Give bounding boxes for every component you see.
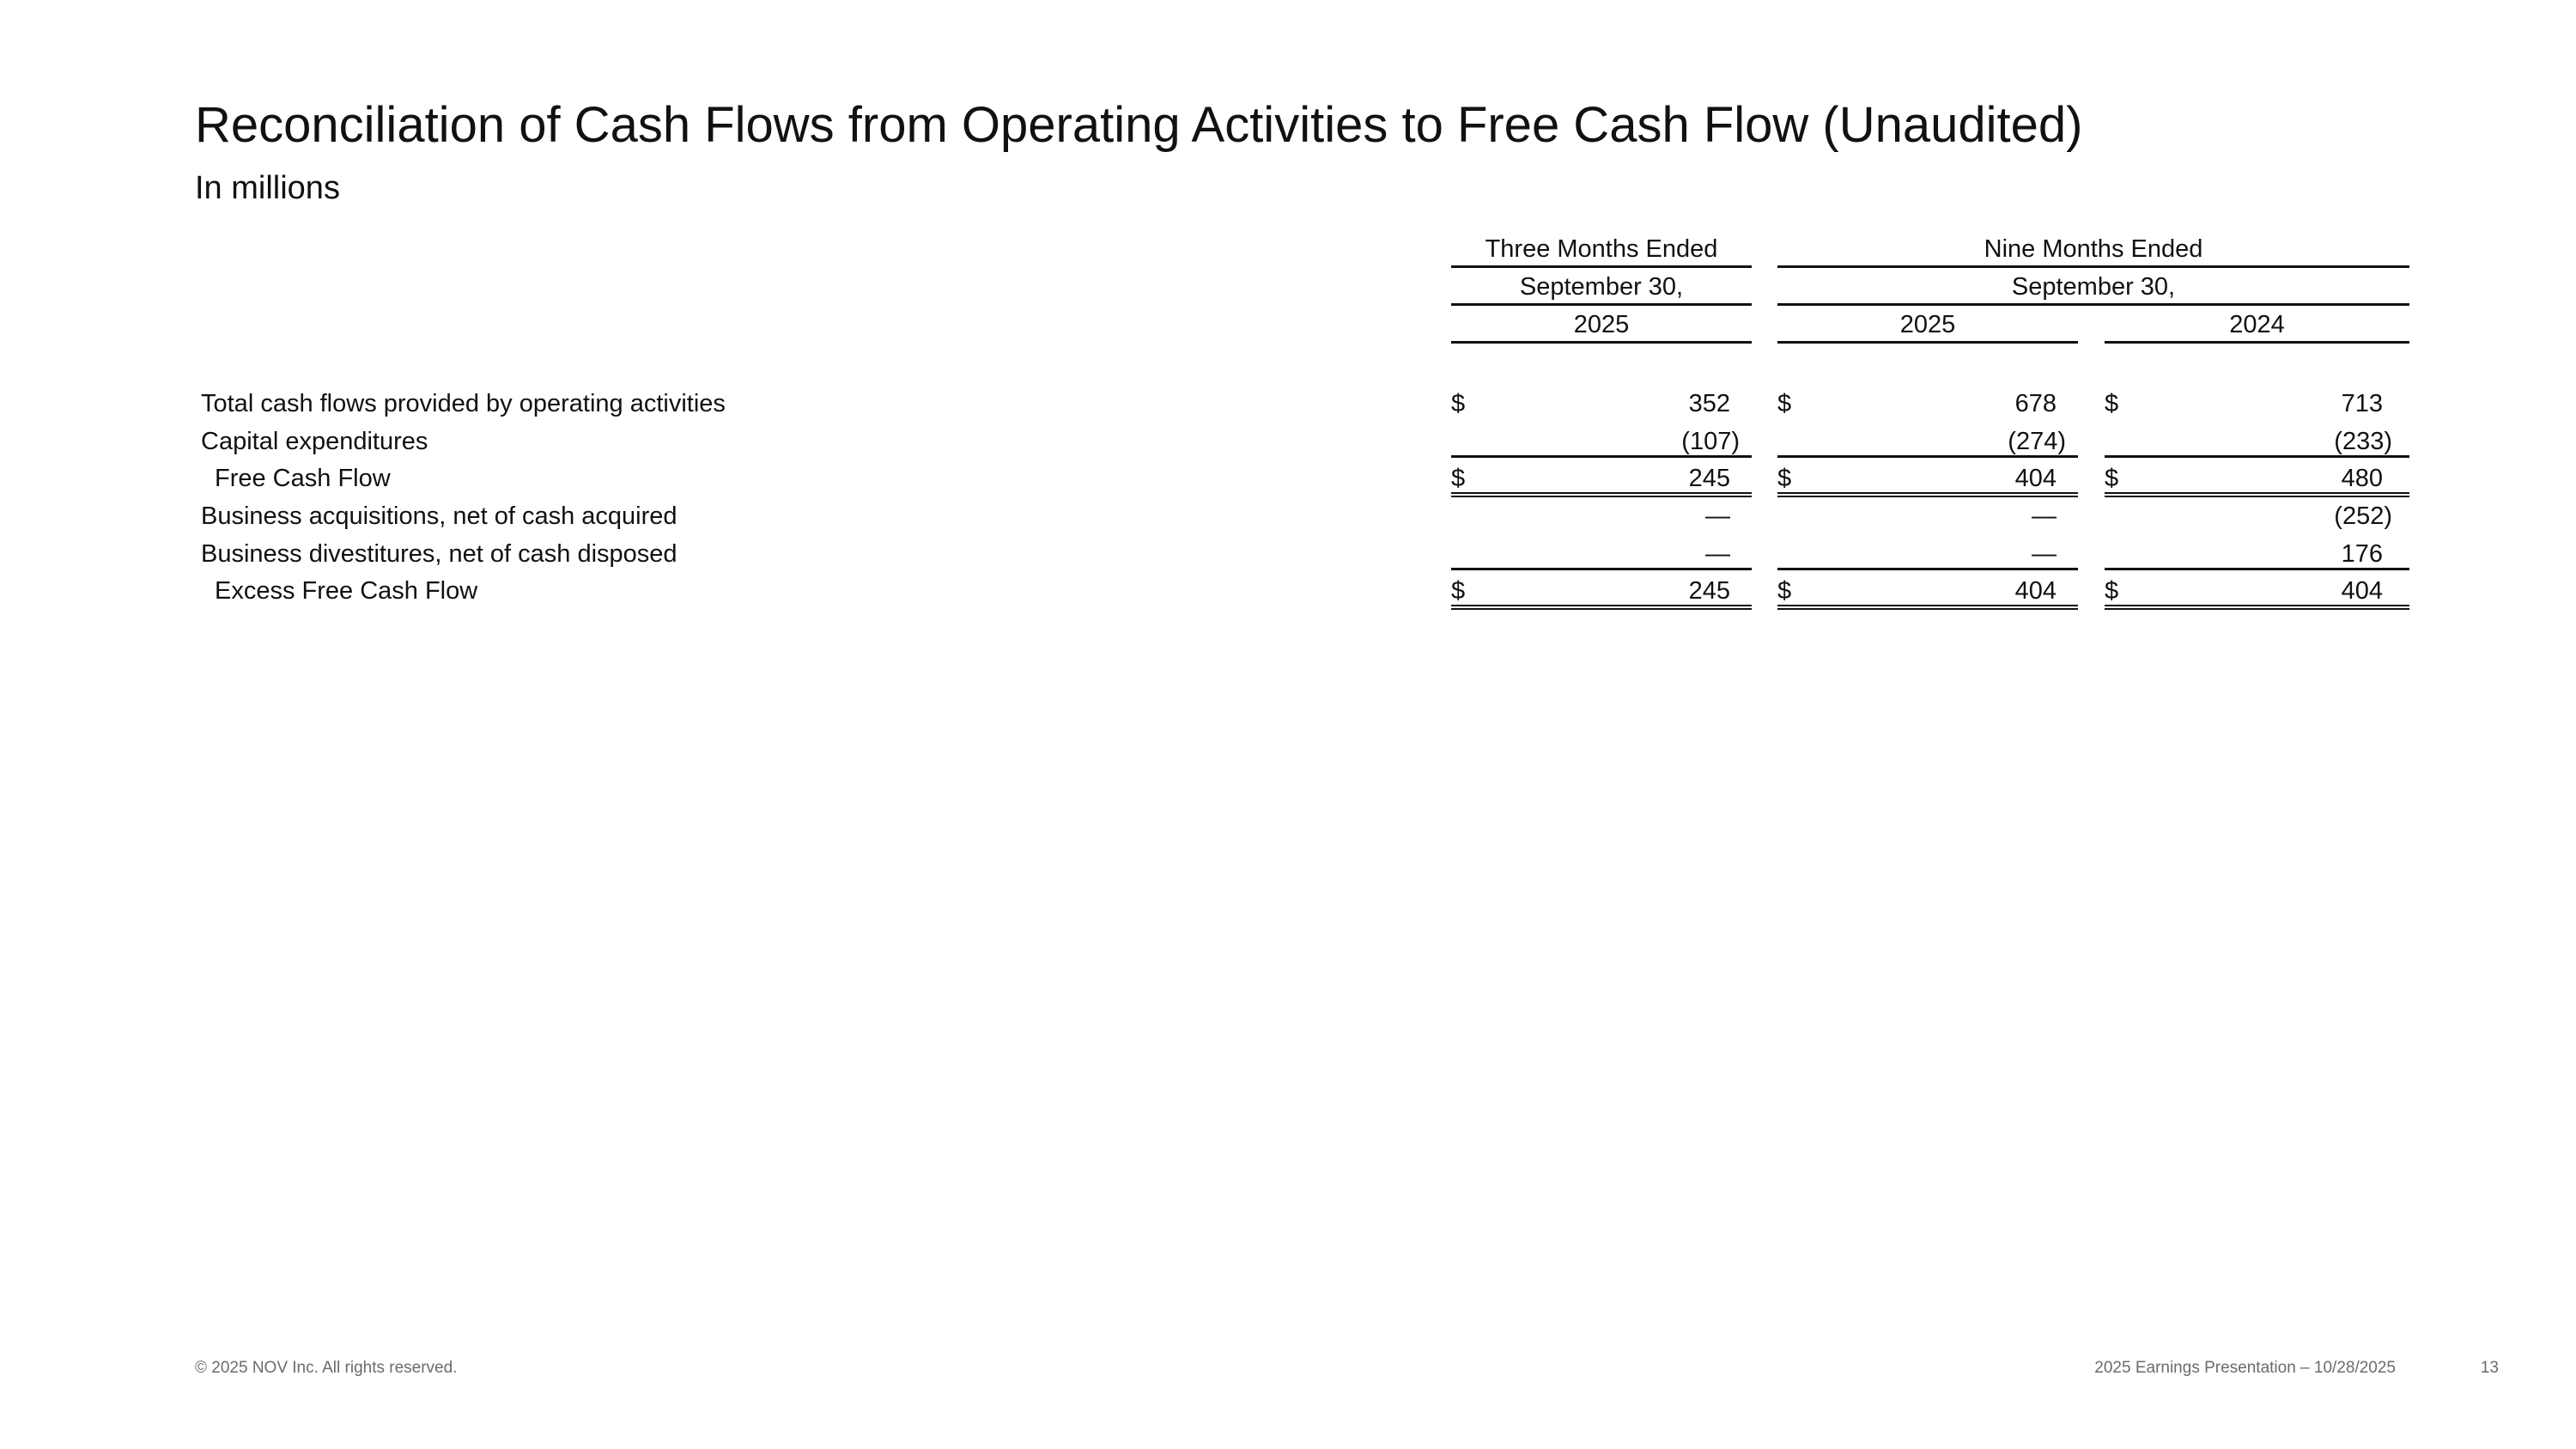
table-cell: — [1705, 540, 1730, 568]
subtotal-rule [2105, 455, 2409, 458]
footer-copyright: © 2025 NOV Inc. All rights reserved. [195, 1359, 458, 1377]
table-cell: 678 [2014, 390, 2057, 417]
table-cell: (252) [2334, 502, 2392, 530]
header-rule [1777, 341, 2078, 344]
currency-symbol: $ [2105, 465, 2119, 492]
total-double-rule [1451, 492, 1752, 497]
table-cell: 352 [1688, 390, 1730, 417]
header-year: 2024 [2229, 311, 2285, 338]
subtotal-rule [1451, 455, 1752, 458]
table-cell: 480 [2341, 465, 2383, 492]
row-label: Business divestitures, net of cash disposed [201, 540, 677, 568]
header-nine-months: Nine Months Ended [1984, 235, 2203, 263]
row-label: Free Cash Flow [215, 465, 391, 492]
total-double-rule [1451, 605, 1752, 610]
row-label: Capital expenditures [201, 428, 428, 455]
currency-symbol: $ [1451, 390, 1466, 417]
footer-presentation: 2025 Earnings Presentation – 10/28/2025 [2094, 1359, 2396, 1377]
header-period-nine: September 30, [2011, 273, 2176, 301]
currency-symbol: $ [2105, 390, 2119, 417]
currency-symbol: $ [2105, 577, 2119, 605]
table-cell: 245 [1688, 465, 1730, 492]
table-cell: 404 [2014, 577, 2057, 605]
row-label: Total cash flows provided by operating activities [201, 390, 726, 417]
table-cell: 245 [1688, 577, 1730, 605]
header-rule [1777, 303, 2409, 306]
subtotal-rule [1451, 568, 1752, 570]
header-year: 2025 [1573, 311, 1630, 338]
total-double-rule [1777, 492, 2078, 497]
subtotal-rule [1777, 455, 2078, 458]
slide-subtitle: In millions [195, 170, 340, 206]
subtotal-rule [2105, 568, 2409, 570]
header-year: 2025 [1899, 311, 1956, 338]
header-rule [1777, 265, 2409, 268]
subtotal-rule [1777, 568, 2078, 570]
table-cell: 404 [2014, 465, 2057, 492]
total-double-rule [1777, 605, 2078, 610]
row-label: Business acquisitions, net of cash acquired [201, 502, 677, 530]
table-cell: 713 [2341, 390, 2383, 417]
page-number: 13 [2480, 1359, 2499, 1377]
currency-symbol: $ [1777, 465, 1792, 492]
header-rule [1451, 341, 1752, 344]
header-rule [1451, 303, 1752, 306]
header-three-months: Three Months Ended [1485, 235, 1718, 263]
total-double-rule [2105, 492, 2409, 497]
header-period-three: September 30, [1519, 273, 1684, 301]
currency-symbol: $ [1777, 577, 1792, 605]
table-cell: (274) [2008, 428, 2066, 455]
slide-title: Reconciliation of Cash Flows from Operating Activities to Free Cash Flow (Unaudited) [195, 97, 2083, 153]
header-rule [1451, 265, 1752, 268]
currency-symbol: $ [1451, 465, 1466, 492]
header-rule [2105, 341, 2409, 344]
table-cell: — [1705, 502, 1730, 530]
table-cell: 404 [2341, 577, 2383, 605]
table-cell: — [2032, 502, 2057, 530]
table-cell: 176 [2341, 540, 2383, 568]
table-cell: (233) [2334, 428, 2392, 455]
currency-symbol: $ [1451, 577, 1466, 605]
currency-symbol: $ [1777, 390, 1792, 417]
row-label: Excess Free Cash Flow [215, 577, 478, 605]
table-cell: (107) [1681, 428, 1740, 455]
table-cell: — [2032, 540, 2057, 568]
total-double-rule [2105, 605, 2409, 610]
